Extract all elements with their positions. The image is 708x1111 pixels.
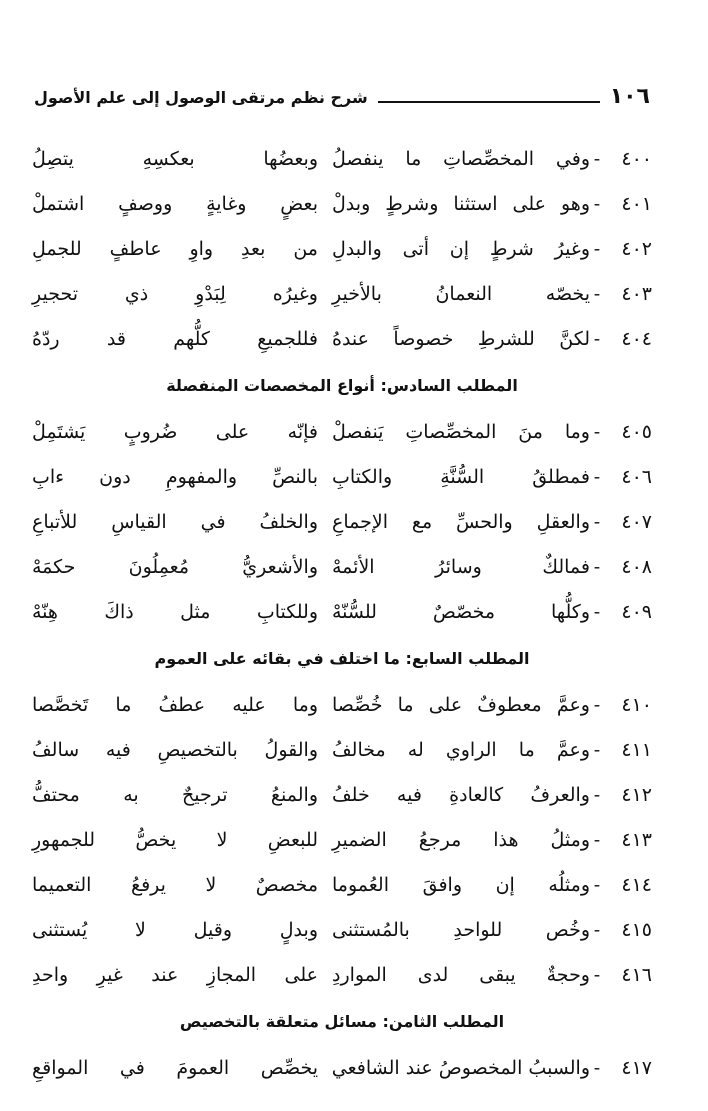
verse-line — [32, 952, 652, 997]
verse-number: ٤١٧ — [621, 1056, 652, 1079]
verse-number: ٤١٥ — [621, 918, 652, 941]
verse-dash: - — [593, 192, 601, 215]
verse-dash: - — [593, 327, 601, 350]
verse-number: ٤١٦ — [621, 963, 652, 986]
verse-dash: - — [593, 693, 601, 716]
poem-body — [32, 136, 652, 1090]
verse-first-hemistich: فمطلقُ السُّنَّةِ والكتابِ — [332, 465, 590, 488]
verse-first-hemistich: وعمَّ معطوفٌ على ما خُصِّصا — [332, 693, 590, 716]
verse-dash: - — [593, 918, 601, 941]
verse-line — [32, 1045, 652, 1090]
verse-first-hemistich: وعمَّ ما الراوي له مخالفُ — [332, 738, 590, 761]
verse-line — [32, 682, 652, 727]
verse-dash: - — [593, 828, 601, 851]
verse-number: ٤٠٤ — [621, 327, 652, 350]
verse-line — [32, 181, 652, 226]
header-rule — [378, 101, 600, 103]
verse-line — [32, 727, 652, 772]
verse-first-hemistich: يخصّه النعمانُ بالأخيرِ — [332, 282, 590, 305]
verse-second-hemistich: والقولُ بالتخصيصِ فيه سالفُ — [32, 738, 318, 761]
verse-number: ٤١٣ — [621, 828, 652, 851]
verse-number: ٤٠٧ — [621, 510, 652, 533]
verse-number: ٤٠٨ — [621, 555, 652, 578]
verse-number: ٤٠٣ — [621, 282, 652, 305]
page-number: ١٠٦ — [609, 84, 650, 109]
verse-dash: - — [593, 783, 601, 806]
verse-second-hemistich: مخصصٌ لا يرفعُ التعميما — [32, 873, 318, 896]
verse-first-hemistich: ومثلُ هذا مرجعُ الضميرِ — [332, 828, 590, 851]
verse-second-hemistich: وبعضُها بعكسِهِ يتصِلُ — [32, 147, 318, 170]
verse-line — [32, 862, 652, 907]
verse-number: ٤١٤ — [621, 873, 652, 896]
verse-dash: - — [593, 1056, 601, 1079]
verse-number: ٤٠٢ — [621, 237, 652, 260]
verse-first-hemistich: وخُص للواحدِ بالمُستثنى — [332, 918, 590, 941]
verse-number: ٤١٠ — [621, 693, 652, 716]
verse-first-hemistich: وغيرُ شرطٍ إن أتى والبدلِ — [332, 237, 590, 260]
verse-line — [32, 271, 652, 316]
verse-number: ٤٠٦ — [621, 465, 652, 488]
verse-second-hemistich: وبدلٍ وقيل لا يُستثنى — [32, 918, 318, 941]
verse-dash: - — [593, 147, 601, 170]
verse-second-hemistich: بالنصِّ والمفهومِ دون ءابِ — [32, 465, 318, 488]
verse-line — [32, 316, 652, 361]
verse-dash: - — [593, 510, 601, 533]
verse-dash: - — [593, 282, 601, 305]
section-heading: المطلب السادس: أنواع المخصصات المنفصلة — [166, 375, 518, 395]
verse-dash: - — [593, 465, 601, 488]
verse-number: ٤١١ — [621, 738, 652, 761]
verse-dash: - — [593, 237, 601, 260]
verse-first-hemistich: وهو على استثنا وشرطٍ وبدلْ — [332, 192, 590, 215]
verse-number: ٤٠٠ — [621, 147, 652, 170]
verse-number: ٤٠١ — [621, 192, 652, 215]
verse-first-hemistich: فمالكٌ وسائرُ الأئمهْ — [332, 555, 590, 578]
verse-first-hemistich: وكلُّها مخصّصٌ للسُّنّهْ — [332, 600, 590, 623]
verse-second-hemistich: من بعدِ واوِ عاطفٍ للجملِ — [32, 237, 318, 260]
verse-second-hemistich: يخصِّص العمومَ في المواقعِ — [32, 1056, 318, 1079]
verse-first-hemistich: ومثلُه إن وافقَ العُموما — [332, 873, 590, 896]
verse-second-hemistich: والأشعريُّ مُعمِلُونَ حكمَهْ — [32, 555, 318, 578]
verse-number: ٤٠٥ — [621, 420, 652, 443]
verse-second-hemistich: على المجازِ عند غيرِ واحدِ — [32, 963, 318, 986]
verse-dash: - — [593, 738, 601, 761]
verse-number: ٤٠٩ — [621, 600, 652, 623]
verse-second-hemistich: فإنّه على ضُروبٍ يَشتَمِلْ — [32, 420, 318, 443]
verse-dash: - — [593, 420, 601, 443]
verse-first-hemistich: وفي المخصِّصاتِ ما ينفصلُ — [332, 147, 590, 170]
page-header — [34, 80, 650, 110]
verse-line — [32, 226, 652, 271]
running-title: شرح نظم مرتقى الوصول إلى علم الأصول — [34, 88, 368, 107]
verse-second-hemistich: والخلفُ في القياسِ للأتباعِ — [32, 510, 318, 533]
verse-second-hemistich: وما عليه عطفُ ما تَخصَّصا — [32, 693, 318, 716]
verse-second-hemistich: بعضٍ وغايةٍ ووصفٍ اشتملْ — [32, 192, 318, 215]
section-heading: المطلب السابع: ما اختلف في بقائه على العموم — [154, 648, 530, 668]
verse-second-hemistich: وغيرُه لِبَدْوِ ذي تحجيرِ — [32, 282, 318, 305]
verse-number: ٤١٢ — [621, 783, 652, 806]
verse-dash: - — [593, 555, 601, 578]
verse-first-hemistich: والعقلِ والحسِّ مع الإجماعِ — [332, 510, 590, 533]
verse-dash: - — [593, 963, 601, 986]
verse-first-hemistich: وما منَ المخصِّصاتِ يَنفصلْ — [332, 420, 590, 443]
verse-line — [32, 136, 652, 181]
verse-second-hemistich: للبعضِ لا يخصُّ للجمهورِ — [32, 828, 318, 851]
verse-first-hemistich: والسببُ المخصوصُ عند الشافعي — [331, 1056, 590, 1079]
verse-line — [32, 907, 652, 952]
verse-dash: - — [593, 600, 601, 623]
verse-line — [32, 409, 652, 454]
verse-second-hemistich: وللكتابِ مثل ذاكَ هِنّهْ — [32, 600, 318, 623]
verse-line — [32, 499, 652, 544]
section-heading: المطلب الثامن: مسائل متعلقة بالتخصيص — [179, 1011, 505, 1031]
verse-line — [32, 772, 652, 817]
verse-line — [32, 454, 652, 499]
verse-line — [32, 817, 652, 862]
verse-first-hemistich: وحجةٌ يبقى لدى المواردِ — [332, 963, 590, 986]
verse-line — [32, 589, 652, 634]
verse-dash: - — [593, 873, 601, 896]
verse-first-hemistich: والعرفُ كالعادةِ فيه خلفُ — [332, 783, 590, 806]
verse-first-hemistich: لكنَّ للشرطِ خصوصاً عندهُ — [332, 327, 590, 350]
verse-second-hemistich: فللجميعِ كلُّهم قد ردّهُ — [32, 327, 318, 350]
verse-second-hemistich: والمنعُ ترجيحٌ به محتفُّ — [32, 783, 318, 806]
verse-line — [32, 544, 652, 589]
